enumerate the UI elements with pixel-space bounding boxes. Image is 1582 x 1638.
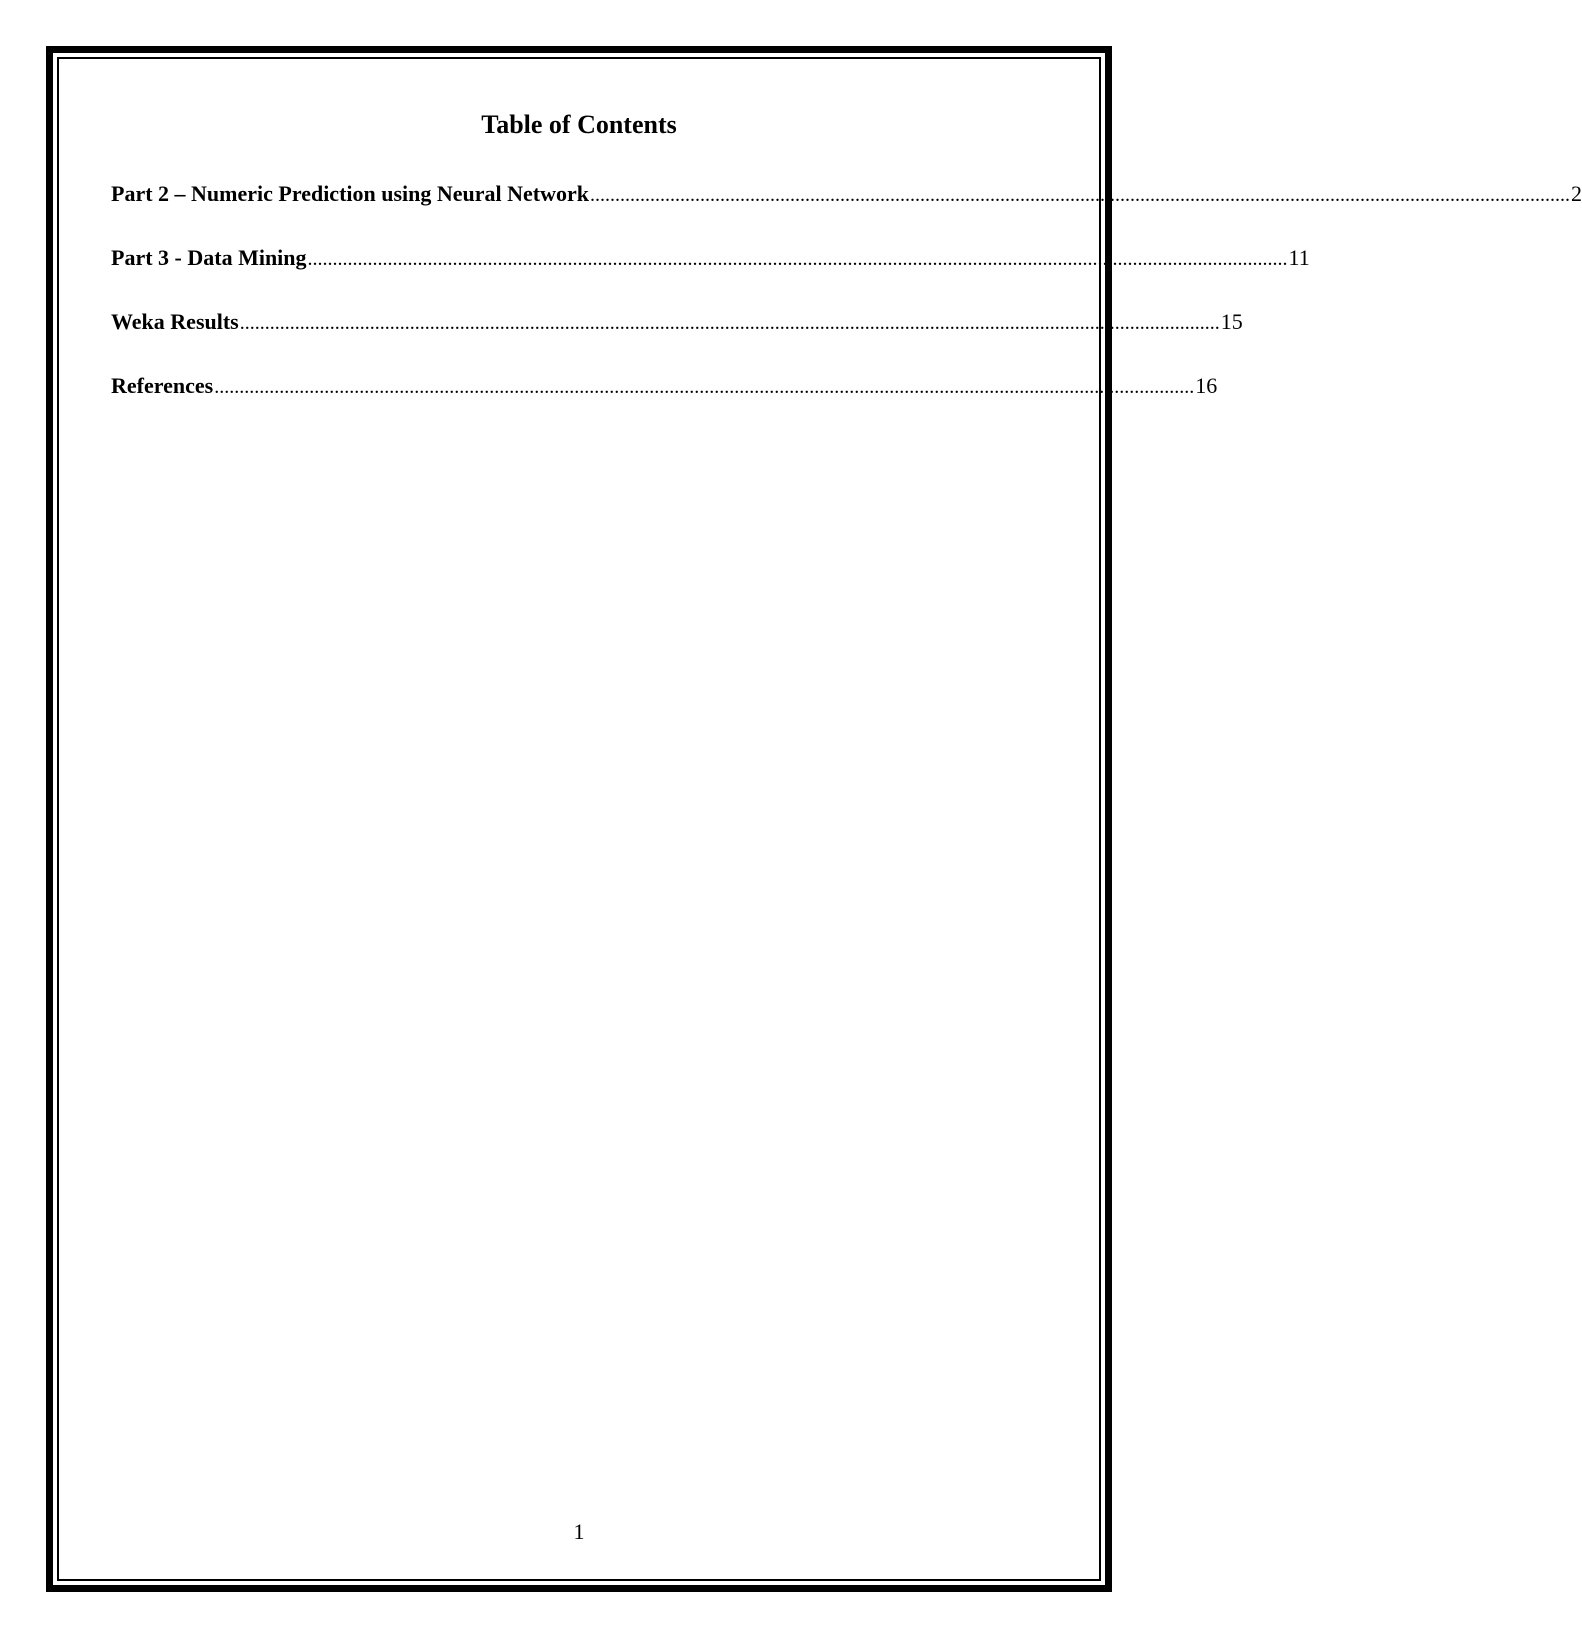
page-number: 1 bbox=[573, 1519, 585, 1544]
toc-entry[interactable] bbox=[111, 180, 1582, 244]
toc-title: Table of Contents bbox=[481, 110, 677, 139]
toc-dot-leader: .................................................................................................................................................................................................... bbox=[307, 248, 1288, 270]
toc-entry-page: 2 bbox=[1571, 181, 1582, 206]
toc-entry[interactable] bbox=[111, 308, 1243, 372]
toc-entry-text: Part 2 – Numeric Prediction using Neural Network bbox=[111, 181, 590, 206]
toc-dot-leader: .................................................................................................................................................................................................... bbox=[239, 312, 1220, 334]
toc-entry-page: 16 bbox=[1195, 373, 1218, 398]
toc-entry[interactable] bbox=[111, 372, 1218, 436]
toc-entry[interactable] bbox=[111, 244, 1310, 308]
toc-entry-text: References bbox=[111, 373, 214, 398]
toc-list bbox=[111, 180, 1582, 436]
toc-dot-leader: .................................................................................................................................................................................................... bbox=[214, 376, 1195, 398]
toc-entry-text: Part 3 - Data Mining bbox=[111, 245, 307, 270]
toc-dot-leader: .................................................................................................................................................................................................... bbox=[590, 184, 1571, 206]
toc-entry-page: 15 bbox=[1220, 309, 1243, 334]
toc-entry-text: Weka Results bbox=[111, 309, 239, 334]
toc-entry-page: 11 bbox=[1288, 245, 1310, 270]
